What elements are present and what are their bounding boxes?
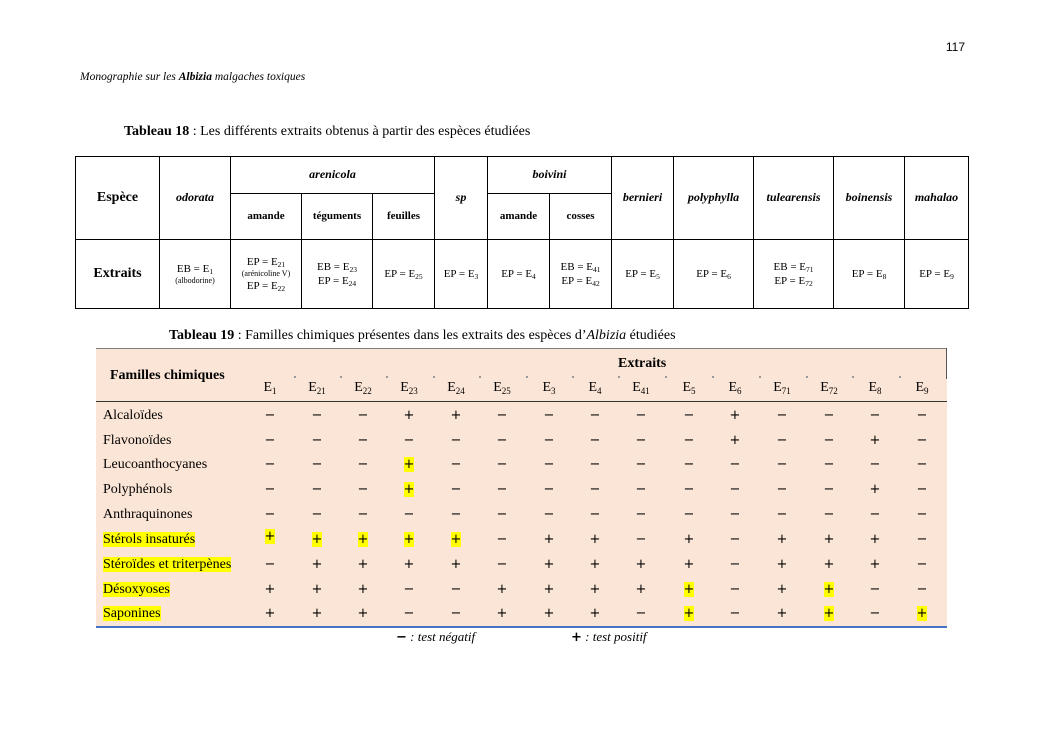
result-cell: − xyxy=(450,433,462,448)
result-cell: + xyxy=(543,606,555,621)
result-cell: − xyxy=(403,433,415,448)
result-cell: − xyxy=(450,482,462,497)
result-cell: − xyxy=(450,582,462,597)
result-cell: − xyxy=(916,433,928,448)
row-label: Désoxyoses xyxy=(103,582,170,597)
result-cell: − xyxy=(311,482,323,497)
column-separator xyxy=(759,376,761,378)
result-cell: − xyxy=(311,433,323,448)
part-arenicola-amande: amande xyxy=(231,194,302,240)
result-cell: − xyxy=(916,532,928,547)
result-cell: − xyxy=(729,582,741,597)
row-label: Saponines xyxy=(103,606,161,621)
table18-caption-label: Tableau 18 xyxy=(124,124,190,139)
result-cell: + xyxy=(403,557,415,572)
column-header: $E_{72}$ xyxy=(820,380,838,396)
result-cell: − xyxy=(635,482,647,497)
result-cell: + xyxy=(823,606,835,621)
result-cell: − xyxy=(496,408,508,423)
result-cell: − xyxy=(264,457,276,472)
result-cell: + xyxy=(357,532,369,547)
result-cell: − xyxy=(683,482,695,497)
result-cell: − xyxy=(823,408,835,423)
species-polyphylla: polyphylla xyxy=(674,157,754,240)
result-cell: − xyxy=(496,507,508,522)
result-cell: + xyxy=(869,557,881,572)
table19-header-rule xyxy=(96,401,947,402)
result-cell: + xyxy=(543,582,555,597)
result-cell: + xyxy=(869,433,881,448)
species-sp: sp xyxy=(435,157,488,240)
result-cell: + xyxy=(776,606,788,621)
column-separator xyxy=(665,376,667,378)
result-cell: + xyxy=(403,482,415,497)
result-cell: + xyxy=(311,582,323,597)
result-cell: − xyxy=(683,433,695,448)
column-header: $E_{23}$ xyxy=(400,380,418,396)
extract-polyphylla: EP = $E_6$ xyxy=(674,240,754,309)
result-cell: − xyxy=(823,507,835,522)
result-cell: + xyxy=(683,532,695,547)
result-cell: − xyxy=(450,457,462,472)
column-header: $E_{41}$ xyxy=(632,380,650,396)
result-cell: − xyxy=(450,507,462,522)
table18-caption-text: : Les différents extraits obtenus à partir des espèces étudiées xyxy=(189,124,531,139)
result-cell: − xyxy=(729,557,741,572)
running-header-genus: Albizia xyxy=(178,71,212,83)
result-cell: + xyxy=(729,433,741,448)
result-cell: − xyxy=(683,507,695,522)
result-cell: + xyxy=(450,532,462,547)
result-cell: − xyxy=(776,408,788,423)
extract-sp: EP = $E_3$ xyxy=(435,240,488,309)
extract-mahalao: EP = $E_9$ xyxy=(905,240,969,309)
result-cell: − xyxy=(776,433,788,448)
column-header: $E_4$ xyxy=(588,380,602,396)
extract-boivini-amande: EP = $E_4$ xyxy=(488,240,550,309)
result-cell: + xyxy=(916,606,928,621)
page-number: 117 xyxy=(945,40,965,54)
result-cell: − xyxy=(729,482,741,497)
result-cell: + xyxy=(683,557,695,572)
result-cell: + xyxy=(543,532,555,547)
result-cell: − xyxy=(916,457,928,472)
column-header: $E_{22}$ xyxy=(354,380,372,396)
result-cell: + xyxy=(776,557,788,572)
extract-tulearensis: EB = $E_{71}$ EP = $E_{72}$ xyxy=(754,240,834,309)
result-cell: − xyxy=(264,482,276,497)
species-boinensis: boinensis xyxy=(834,157,905,240)
column-separator xyxy=(294,376,296,378)
column-separator xyxy=(479,376,481,378)
result-cell: − xyxy=(403,507,415,522)
row-label: Stérols insaturés xyxy=(103,532,196,547)
result-cell: + xyxy=(496,582,508,597)
result-cell: + xyxy=(776,582,788,597)
legend-negative: − : test négatif xyxy=(396,629,476,645)
part-arenicola-teguments: téguments xyxy=(302,194,373,240)
table18-caption xyxy=(124,124,530,140)
species-arenicola: arenicola xyxy=(231,157,435,194)
result-cell: − xyxy=(357,433,369,448)
column-header: $E_{71}$ xyxy=(773,380,791,396)
result-cell: + xyxy=(635,557,647,572)
running-header-before: Monographie sur les xyxy=(80,71,179,83)
result-cell: + xyxy=(823,557,835,572)
result-cell: − xyxy=(543,433,555,448)
result-cell: + xyxy=(403,408,415,423)
result-cell: + xyxy=(589,606,601,621)
result-cell: − xyxy=(589,408,601,423)
result-cell: + xyxy=(450,557,462,572)
result-cell: − xyxy=(403,582,415,597)
result-cell: + xyxy=(589,532,601,547)
result-cell: − xyxy=(264,408,276,423)
result-cell: − xyxy=(357,408,369,423)
result-cell: − xyxy=(635,433,647,448)
result-cell: + xyxy=(403,532,415,547)
result-cell: + xyxy=(311,532,323,547)
result-cell: + xyxy=(589,582,601,597)
result-cell: − xyxy=(635,606,647,621)
result-cell: + xyxy=(403,457,415,472)
result-cell: − xyxy=(496,532,508,547)
row-label: Polyphénols xyxy=(103,482,173,497)
result-cell: + xyxy=(264,529,276,544)
extract-odorata: EB = $E_1$ (albodorine) xyxy=(160,240,231,309)
part-arenicola-feuilles: feuilles xyxy=(373,194,435,240)
result-cell: − xyxy=(496,557,508,572)
extract-arenicola-amande: EP = $E_{21}$ (arénicoline V) EP = $E_{22}$ xyxy=(231,240,302,309)
result-cell: − xyxy=(543,507,555,522)
column-header: $E_9$ xyxy=(915,380,929,396)
result-cell: − xyxy=(869,408,881,423)
result-cell: − xyxy=(264,507,276,522)
column-header: $E_{21}$ xyxy=(308,380,326,396)
row-label: Flavonoïdes xyxy=(103,433,172,448)
result-cell: − xyxy=(496,457,508,472)
result-cell: − xyxy=(264,433,276,448)
column-separator xyxy=(526,376,528,378)
result-cell: + xyxy=(357,606,369,621)
row-label: Alcaloïdes xyxy=(103,408,163,423)
result-cell: − xyxy=(496,433,508,448)
result-cell: − xyxy=(311,457,323,472)
result-cell: − xyxy=(729,457,741,472)
column-separator xyxy=(806,376,808,378)
familles-header: Familles chimiques xyxy=(110,368,225,383)
table19-caption-genus: Albizia xyxy=(586,328,627,343)
result-cell: − xyxy=(589,482,601,497)
column-header: $E_6$ xyxy=(728,380,742,396)
part-boivini-amande: amande xyxy=(488,194,550,240)
result-cell: − xyxy=(635,408,647,423)
result-cell: − xyxy=(869,582,881,597)
result-cell: − xyxy=(776,457,788,472)
column-separator xyxy=(433,376,435,378)
result-cell: − xyxy=(823,433,835,448)
extract-arenicola-feuilles: EP = $E_{25}$ xyxy=(373,240,435,309)
result-cell: − xyxy=(683,457,695,472)
result-cell: − xyxy=(450,606,462,621)
column-header: $E_5$ xyxy=(682,380,696,396)
result-cell: + xyxy=(311,557,323,572)
result-cell: − xyxy=(869,457,881,472)
result-cell: − xyxy=(916,482,928,497)
species-odorata: odorata xyxy=(160,157,231,240)
result-cell: − xyxy=(543,457,555,472)
result-cell: + xyxy=(264,606,276,621)
row-label: Anthraquinones xyxy=(103,507,193,522)
column-separator xyxy=(618,376,620,378)
result-cell: − xyxy=(311,507,323,522)
row-label: Leucoanthocyanes xyxy=(103,457,208,472)
legend-positive: + : test positif xyxy=(571,629,647,645)
extract-bernieri: EP = $E_5$ xyxy=(612,240,674,309)
result-cell: + xyxy=(264,582,276,597)
column-header: $E_1$ xyxy=(263,380,277,396)
result-cell: + xyxy=(869,482,881,497)
result-cell: − xyxy=(357,457,369,472)
result-cell: − xyxy=(776,507,788,522)
column-separator xyxy=(572,376,574,378)
column-header: $E_8$ xyxy=(868,380,882,396)
result-cell: − xyxy=(916,582,928,597)
result-cell: − xyxy=(311,408,323,423)
running-header-after: malgaches toxiques xyxy=(211,71,306,83)
result-cell: − xyxy=(589,507,601,522)
result-cell: − xyxy=(635,507,647,522)
result-cell: − xyxy=(729,532,741,547)
result-cell: + xyxy=(869,532,881,547)
result-cell: + xyxy=(543,557,555,572)
result-cell: + xyxy=(496,606,508,621)
result-cell: + xyxy=(311,606,323,621)
result-cell: − xyxy=(635,457,647,472)
column-separator xyxy=(852,376,854,378)
result-cell: − xyxy=(916,408,928,423)
result-cell: + xyxy=(683,582,695,597)
result-cell: − xyxy=(589,433,601,448)
table18 xyxy=(75,156,969,309)
result-cell: + xyxy=(450,408,462,423)
extract-boivini-cosses: EB = $E_{41}$ EP = $E_{42}$ xyxy=(550,240,612,309)
column-separator xyxy=(899,376,901,378)
table19-top-border xyxy=(96,348,947,349)
table19-caption-label: Tableau 19 xyxy=(169,328,235,343)
result-cell: + xyxy=(357,582,369,597)
result-cell: − xyxy=(729,507,741,522)
extraits-group-header: Extraits xyxy=(618,356,667,371)
espece-header: Espèce xyxy=(76,157,160,240)
result-cell: + xyxy=(589,557,601,572)
result-cell: − xyxy=(823,457,835,472)
extraits-header: Extraits xyxy=(76,240,160,309)
result-cell: − xyxy=(543,482,555,497)
result-cell: + xyxy=(683,606,695,621)
species-boivini: boivini xyxy=(488,157,612,194)
result-cell: − xyxy=(916,557,928,572)
result-cell: − xyxy=(403,606,415,621)
column-separator xyxy=(340,376,342,378)
result-cell: + xyxy=(357,557,369,572)
result-cell: − xyxy=(543,408,555,423)
column-header: $E_{25}$ xyxy=(493,380,511,396)
result-cell: − xyxy=(357,507,369,522)
result-cell: + xyxy=(635,582,647,597)
column-separator xyxy=(712,376,714,378)
result-cell: − xyxy=(916,507,928,522)
column-header: $E_{24}$ xyxy=(447,380,465,396)
running-header xyxy=(80,71,305,83)
result-cell: + xyxy=(823,582,835,597)
result-cell: − xyxy=(729,606,741,621)
column-separator xyxy=(386,376,388,378)
result-cell: − xyxy=(496,482,508,497)
result-cell: − xyxy=(264,557,276,572)
row-label: Stéroïdes et triterpènes xyxy=(103,557,232,572)
result-cell: − xyxy=(683,408,695,423)
result-cell: − xyxy=(776,482,788,497)
part-boivini-cosses: cosses xyxy=(550,194,612,240)
extract-boinensis: EP = $E_8$ xyxy=(834,240,905,309)
result-cell: − xyxy=(357,482,369,497)
extract-arenicola-teguments: EB = $E_{23}$ EP = $E_{24}$ xyxy=(302,240,373,309)
species-mahalao: mahalao xyxy=(905,157,969,240)
result-cell: − xyxy=(635,532,647,547)
result-cell: + xyxy=(776,532,788,547)
result-cell: − xyxy=(869,507,881,522)
result-cell: − xyxy=(589,457,601,472)
result-cell: − xyxy=(823,482,835,497)
table19-right-border xyxy=(946,348,947,379)
result-cell: − xyxy=(869,606,881,621)
result-cell: + xyxy=(823,532,835,547)
table19-caption: Tableau 19 : Familles chimiques présentes dans les extraits des espèces d’Albizia étudiées xyxy=(169,328,676,343)
species-bernieri: bernieri xyxy=(612,157,674,240)
table19-bottom-rule xyxy=(96,626,947,628)
column-header: $E_3$ xyxy=(542,380,556,396)
result-cell: + xyxy=(729,408,741,423)
species-tulearensis: tulearensis xyxy=(754,157,834,240)
